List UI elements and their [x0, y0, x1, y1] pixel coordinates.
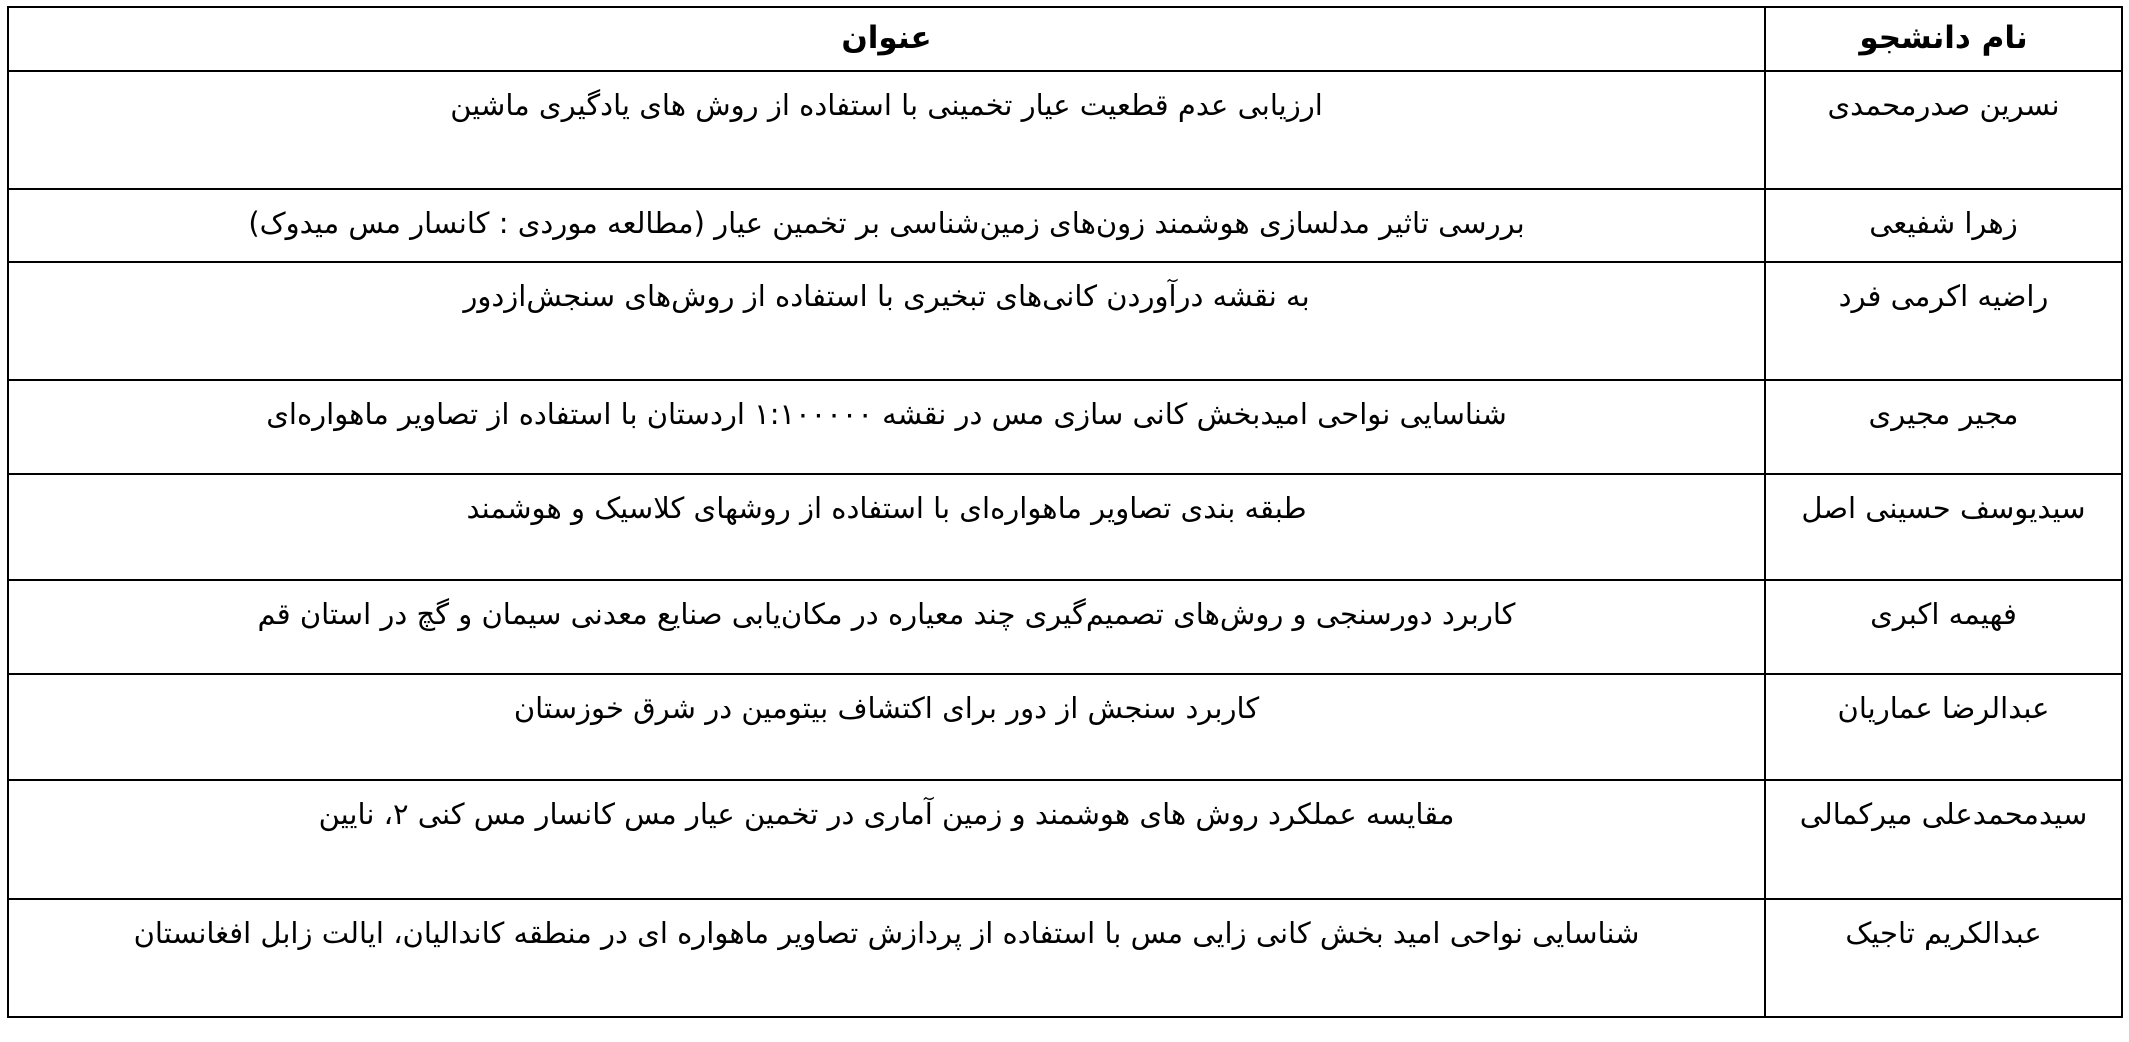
- table-header-row: [8, 7, 2122, 71]
- table-row: [8, 189, 2122, 262]
- row-title: شناسایی نواحی امیدبخش کانی سازی مس در نقشه ۱:۱۰۰۰۰۰ اردستان با استفاده از تصاویر ماهواره‌ای: [8, 380, 1765, 474]
- row-student-name: عبدالکریم تاجیک: [1765, 899, 2122, 1017]
- table-row: [8, 380, 2122, 474]
- row-title: بررسی تاثیر مدلسازی هوشمند زون‌های زمین‌شناسی بر تخمین عیار (مطالعه موردی : کانسار مس میدوک): [8, 189, 1765, 262]
- table-row: [8, 674, 2122, 780]
- table-row: [8, 71, 2122, 189]
- header-student-name: نام دانشجو: [1765, 7, 2122, 71]
- row-student-name: عبدالرضا عماریان: [1765, 674, 2122, 780]
- thesis-table: [7, 6, 2123, 1018]
- table-row: [8, 474, 2122, 580]
- row-student-name: سیدیوسف حسینی اصل: [1765, 474, 2122, 580]
- row-title: طبقه بندی تصاویر ماهواره‌ای با استفاده از روشهای کلاسیک و هوشمند: [8, 474, 1765, 580]
- row-title: شناسایی نواحی امید بخش کانی زایی مس با استفاده از پردازش تصاویر ماهواره ای در منطقه کاندالیان، ایالت زابل افغانستان: [8, 899, 1765, 1017]
- row-title: کاربرد دورسنجی و روش‌های تصمیم‌گیری چند معیاره در مکان‌یابی صنایع معدنی سیمان و گچ در استان قم: [8, 580, 1765, 674]
- row-title: ارزیابی عدم قطعیت عیار تخمینی با استفاده از روش های یادگیری ماشین: [8, 71, 1765, 189]
- row-title: به نقشه درآوردن کانی‌های تبخیری با استفاده از روش‌های سنجش‌ازدور: [8, 262, 1765, 380]
- row-student-name: مجیر مجیری: [1765, 380, 2122, 474]
- row-title: مقایسه عملکرد روش های هوشمند و زمین آماری در تخمین عیار مس کانسار مس کنی ۲، نایین: [8, 780, 1765, 899]
- row-title: کاربرد سنجش از دور برای اکتشاف بیتومین در شرق خوزستان: [8, 674, 1765, 780]
- row-student-name: راضیه اکرمی فرد: [1765, 262, 2122, 380]
- row-student-name: زهرا شفیعی: [1765, 189, 2122, 262]
- thesis-table-container: [7, 6, 2121, 1018]
- table-row: [8, 780, 2122, 899]
- table-row: [8, 580, 2122, 674]
- row-student-name: فهیمه اکبری: [1765, 580, 2122, 674]
- table-row: [8, 262, 2122, 380]
- row-student-name: نسرین صدرمحمدی: [1765, 71, 2122, 189]
- row-student-name: سیدمحمدعلی میرکمالی: [1765, 780, 2122, 899]
- header-title: عنوان: [8, 7, 1765, 71]
- table-row: [8, 899, 2122, 1017]
